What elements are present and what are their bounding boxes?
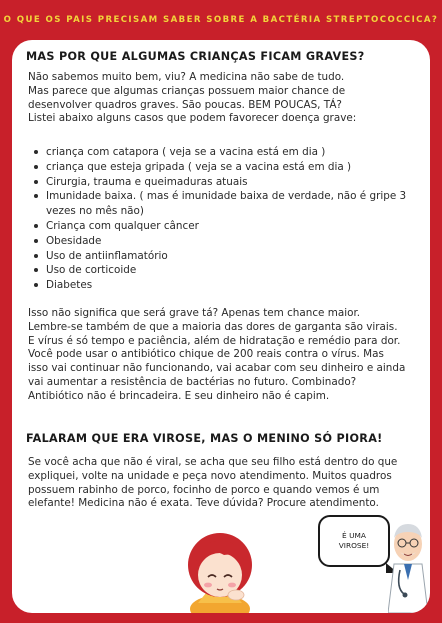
list-item: Diabetes: [28, 278, 420, 293]
list-item: criança com catapora ( veja se a vacina está em dia ): [28, 145, 420, 160]
body-line: elefante! Medicina não é exata. Teve dúvida? Procure atendimento.: [28, 497, 379, 510]
closing-line: Antibiótico não é brincadeira. E seu dinheiro não é capim.: [28, 389, 330, 402]
list-item: Uso de antiinflamatório: [28, 249, 420, 264]
girl-illustration: [184, 525, 256, 613]
body-line: possuem rabinho de porco, focinho de porco e quando vemos é um: [28, 483, 380, 496]
closing-line: isso vai continuar não funcionando, vai acabar com seu dinheiro e ainda: [28, 362, 406, 375]
list-item: Imunidade baixa. ( mas é imunidade baixa de verdade, não é gripe 3 vezes no mês não): [28, 189, 420, 219]
section1-closing: [28, 307, 420, 404]
list-item: Uso de corticoide: [28, 263, 420, 278]
bubble-line: É UMA: [342, 531, 366, 540]
closing-line: Lembre-se também de que a maioria das dores de garganta são virais.: [28, 320, 398, 333]
section1-heading: MAS POR QUE ALGUMAS CRIANÇAS FICAM GRAVES?: [26, 50, 365, 63]
list-item: Cirurgia, trauma e queimaduras atuais: [28, 175, 420, 190]
section1-intro: [28, 71, 420, 126]
section2-body: [28, 456, 420, 511]
risk-factor-list: [28, 145, 420, 293]
list-item: Criança com qualquer câncer: [28, 219, 420, 234]
page-title: O QUE OS PAIS PRECISAM SABER SOBRE A BACTÉRIA STREPTOCOCCICA?: [3, 15, 439, 25]
closing-line: vai aumentar a resistência de bactérias no futuro. Combinado?: [28, 375, 357, 388]
content-card: [12, 40, 430, 613]
intro-line: Listei abaixo alguns casos que podem favorecer doença grave:: [28, 112, 357, 125]
closing-line: E vírus é só tempo e paciência, além de hidratação e remédio para dor.: [28, 334, 401, 347]
intro-line: Não sabemos muito bem, viu? A medicina não sabe de tudo.: [28, 71, 345, 83]
doctor-illustration: [388, 518, 428, 613]
section2-heading: FALARAM QUE ERA VIROSE, MAS O MENINO SÓ PIORA!: [26, 432, 383, 445]
bubble-line: VIROSE!: [338, 541, 370, 550]
list-item: criança que esteja gripada ( veja se a vacina está em dia ): [28, 160, 420, 175]
body-line: Se você acha que não é viral, se acha que seu filho está dentro do que: [28, 456, 398, 468]
closing-line: Isso não significa que será grave tá? Apenas tem chance maior.: [28, 307, 361, 319]
intro-line: desenvolver quadros graves. São poucas. BEM POUCAS, TÁ?: [28, 98, 342, 111]
body-line: expliquei, volte na unidade e peça novo atendimento. Muitos quadros: [28, 469, 392, 482]
intro-line: Mas parece que algumas crianças possuem maior chance de: [28, 84, 346, 97]
closing-line: Você pode usar o antibiótico chique de 200 reais contra o vírus. Mas: [28, 348, 384, 361]
list-item: Obesidade: [28, 234, 420, 249]
page-header: [0, 0, 442, 40]
speech-bubble: [318, 515, 390, 567]
